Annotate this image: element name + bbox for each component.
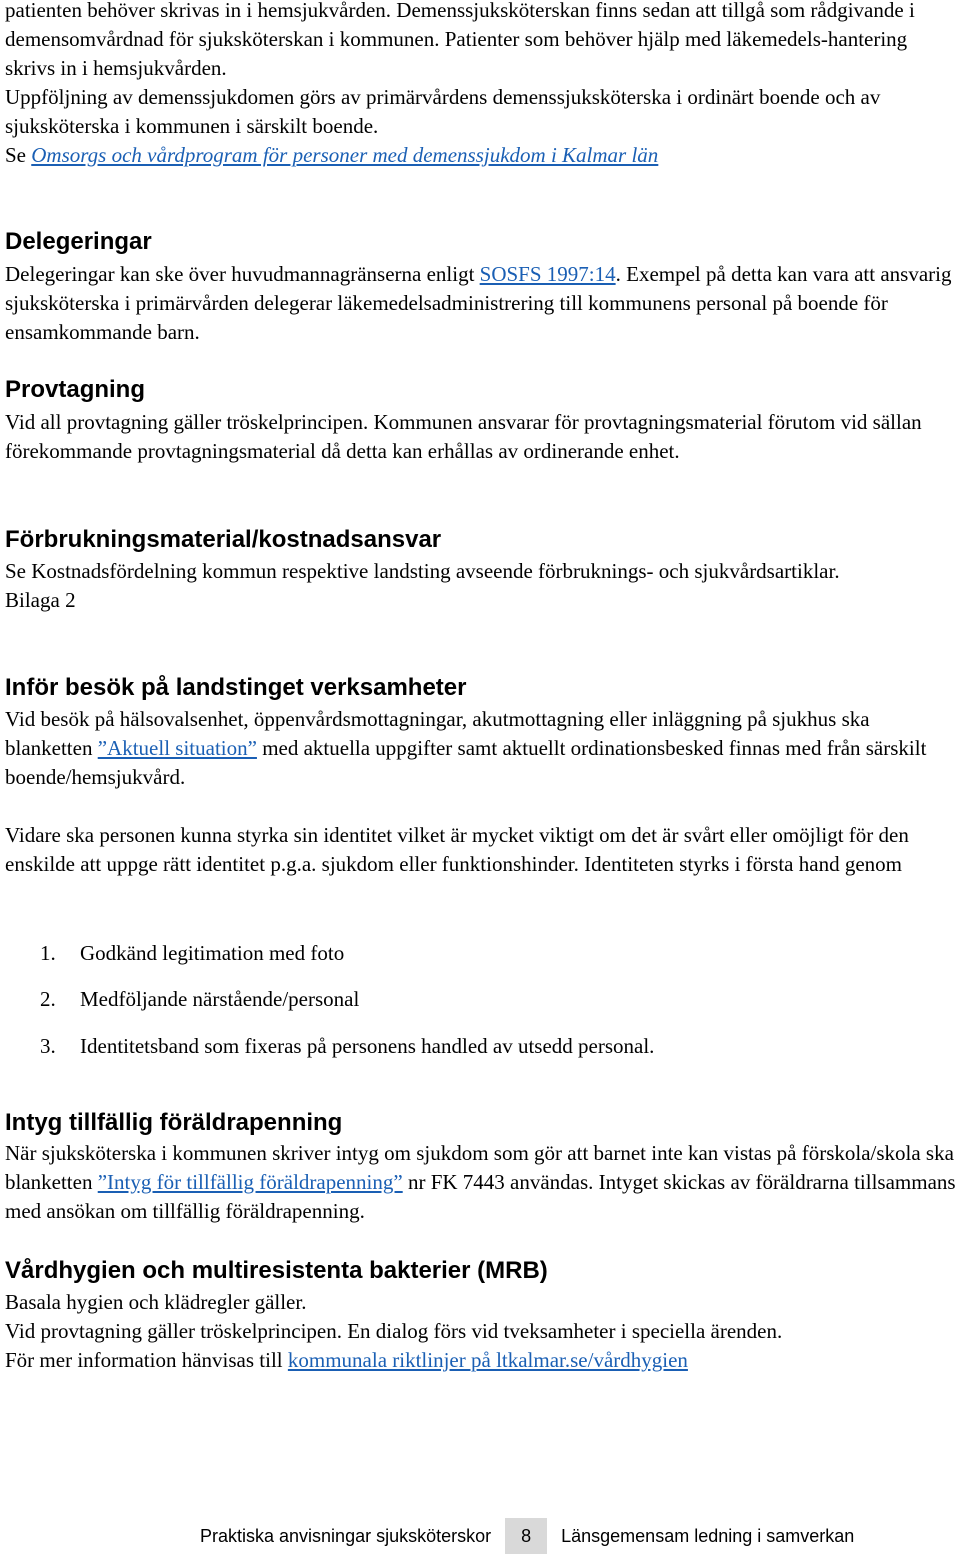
besok-heading: Inför besök på landstinget verksamheter bbox=[5, 674, 467, 701]
see-prefix: Se bbox=[5, 143, 32, 167]
list-item bbox=[40, 985, 359, 1014]
intyg-heading: Intyg tillfällig föräldrapenning bbox=[5, 1109, 343, 1136]
provtagning-text bbox=[5, 408, 957, 466]
intro-paragraph-2: Uppföljning av demenssjukdomen görs av primärvårdens demenssjuksköterska i ordinärt boende och av sjuksköterska i kommunen i särskilt boende. bbox=[5, 85, 881, 138]
besok-paragraph-2: Vidare ska personen kunna styrka sin identitet vilket är mycket viktigt om det är svårt eller omöjligt för den enskilde att uppge rätt identitet p.g.a. sjukdom eller funktionshinder. Identiteten styrks i första hand genom bbox=[5, 823, 909, 876]
intyg-text bbox=[5, 1139, 957, 1226]
provtagning-heading: Provtagning bbox=[5, 376, 146, 403]
bilaga-label: Bilaga 2 bbox=[5, 588, 76, 612]
intyg-foraldrapenning-link[interactable]: ”Intyg för tillfällig föräldrapenning” bbox=[97, 1170, 403, 1194]
forbrukning-text bbox=[5, 557, 957, 615]
vardhygien-link[interactable]: kommunala riktlinjer på ltkalmar.se/vårdhygien bbox=[287, 1348, 688, 1372]
forbrukning-heading: Förbrukningsmaterial/kostnadsansvar bbox=[5, 526, 442, 553]
delegering-text-before: Delegeringar kan ske över huvudmannagränserna enligt bbox=[5, 262, 480, 286]
hygien-text bbox=[5, 1288, 957, 1375]
list-text: Identitetsband som fixeras på personens handled av utsedd personal. bbox=[80, 1034, 655, 1058]
intyg-paragraph bbox=[5, 1139, 957, 1226]
footer-right-text: Länsgemensam ledning i samverkan bbox=[561, 1525, 855, 1546]
omsorgs-vardprogram-link[interactable]: Omsorgs och vårdprogram för personer med demenssjukdom i Kalmar län bbox=[31, 143, 659, 167]
page-footer bbox=[200, 1518, 854, 1554]
list-number: 2. bbox=[40, 987, 56, 1011]
intro-section bbox=[5, 0, 957, 170]
intyg-text-before: När sjuksköterska i kommunen skriver intyg om sjukdom som gör att barnet inte kan vistas på förskola/skola ska blanketten bbox=[5, 1141, 954, 1194]
list-item bbox=[40, 1032, 654, 1061]
hygien-line-2: Vid provtagning gäller tröskelprincipen. En dialog förs vid tveksamheter i speciella ärenden. bbox=[5, 1319, 783, 1343]
besok-text-after: med aktuella uppgifter samt aktuellt ordinationsbesked finnas med från särskilt boende/hemsjukvård. bbox=[5, 736, 927, 789]
hygien-heading: Vårdhygien och multiresistenta bakterier (MRB) bbox=[5, 1257, 548, 1284]
sosfs-link[interactable]: SOSFS 1997:14 bbox=[479, 262, 616, 286]
hygien-line-3-text: För mer information hänvisas till bbox=[5, 1348, 288, 1372]
delegering-paragraph bbox=[5, 260, 957, 347]
aktuell-situation-link[interactable]: ”Aktuell situation” bbox=[97, 736, 257, 760]
list-text: Godkänd legitimation med foto bbox=[80, 941, 345, 965]
hygien-line-3 bbox=[5, 1346, 957, 1375]
besok-paragraph-1 bbox=[5, 705, 957, 792]
delegering-text bbox=[5, 260, 957, 347]
provtagning-paragraph: Vid all provtagning gäller tröskelprincipen. Kommunen ansvarar för provtagningsmaterial förutom vid sällan förekommande provtagningsmaterial då detta kan erhållas av ordinerande enhet. bbox=[5, 410, 922, 463]
besok-identity-text bbox=[5, 821, 957, 879]
page-number: 8 bbox=[505, 1518, 547, 1554]
list-number: 3. bbox=[40, 1034, 56, 1058]
delegering-text-after: . Exempel på detta kan vara att ansvarig sjuksköterska i primärvården delegerar läkemedelsadministrering till kommunens personal på boende för ensamkommande barn. bbox=[5, 262, 952, 344]
intro-paragraph-1: patienten behöver skrivas in i hemsjukvården. Demenssjuksköterskan finns sedan att tillgå som rådgivande i demensomvårdnad för sjuksköterskan i kommunen. Patienter som behöver hjälp med läkemedels-hantering skrivs in i hemsjukvården. bbox=[5, 0, 915, 80]
besok-text bbox=[5, 705, 957, 792]
besok-text-before: Vid besök på hälsovalsenhet, öppenvårdsmottagningar, akutmottagning eller inläggning på sjukhus ska blanketten bbox=[5, 707, 870, 760]
list-text: Medföljande närstående/personal bbox=[80, 987, 360, 1011]
list-number: 1. bbox=[40, 941, 56, 965]
intro-see-line bbox=[5, 141, 957, 170]
hygien-line-1: Basala hygien och klädregler gäller. bbox=[5, 1290, 307, 1314]
list-item bbox=[40, 939, 344, 968]
intyg-text-after: nr FK 7443 användas. Intyget skickas av föräldrarna tillsammans med ansökan om tillfällig föräldrapenning. bbox=[5, 1170, 956, 1223]
footer-left-text: Praktiska anvisningar sjuksköterskor bbox=[200, 1525, 492, 1546]
delegering-heading: Delegeringar bbox=[5, 228, 152, 255]
forbrukning-paragraph: Se Kostnadsfördelning kommun respektive landsting avseende förbruknings- och sjukvårdsartiklar. bbox=[5, 559, 840, 583]
